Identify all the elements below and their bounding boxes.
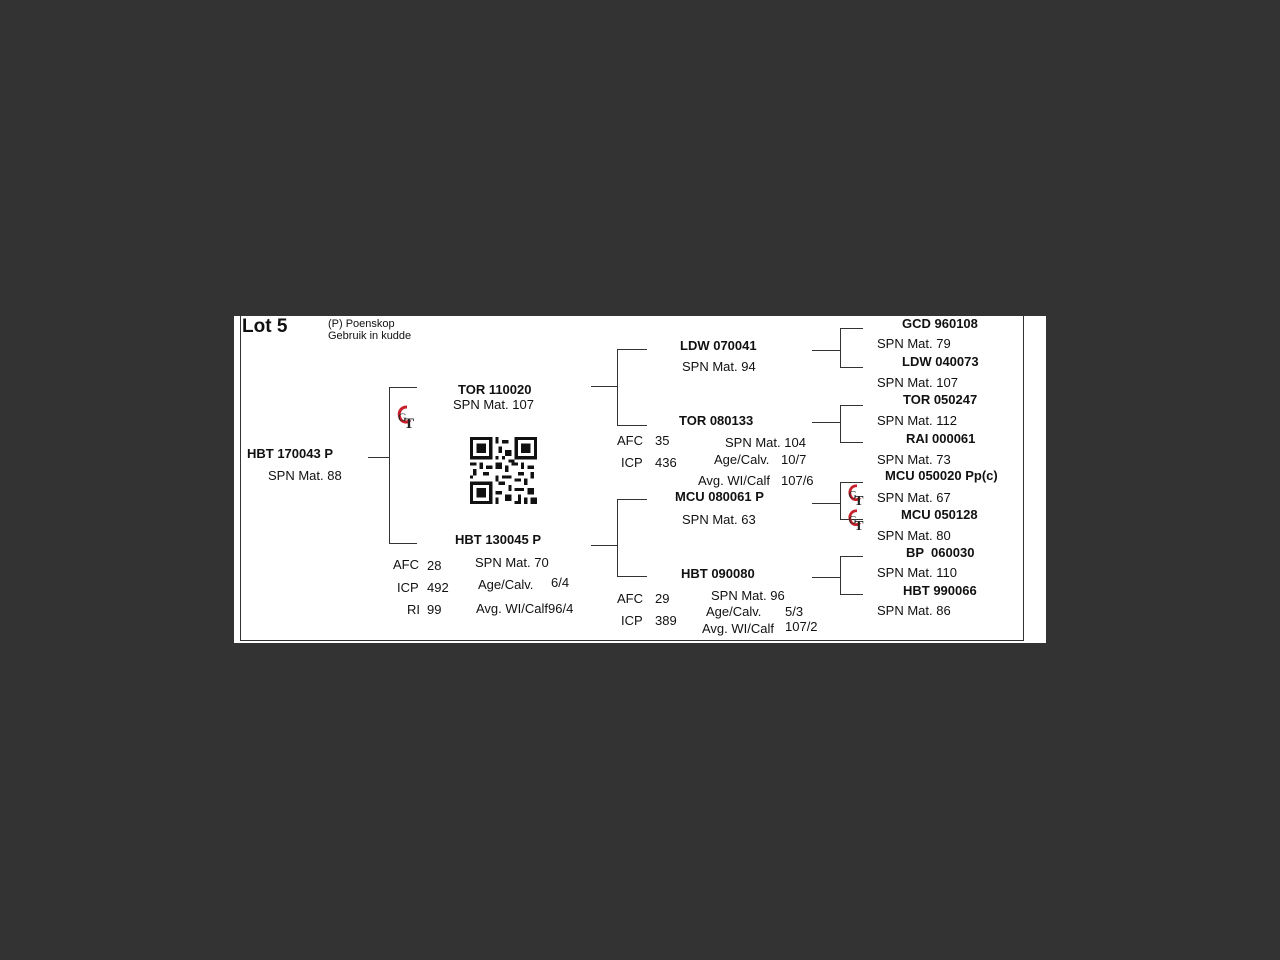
ds-spn: SPN Mat. 63 bbox=[682, 512, 756, 527]
dd-age-label: Age/Calv. bbox=[706, 604, 762, 619]
gg-6-id: MCU 050128 bbox=[901, 507, 978, 522]
connector bbox=[812, 503, 841, 504]
dam-age-value: 6/4 bbox=[551, 575, 570, 590]
connector bbox=[389, 387, 390, 544]
connector bbox=[591, 545, 618, 546]
connector bbox=[840, 405, 863, 406]
dd-id: HBT 090080 bbox=[681, 566, 755, 581]
gg-4-id: RAI 000061 bbox=[906, 431, 976, 446]
legend-gebruik: Gebruik in kudde bbox=[328, 330, 412, 342]
connector bbox=[840, 405, 841, 443]
connector bbox=[840, 482, 841, 520]
dam-afc-value: 28 bbox=[427, 558, 442, 573]
dam-afc-label: AFC bbox=[393, 557, 419, 572]
sd-afc-label: AFC bbox=[617, 433, 643, 448]
connector bbox=[812, 350, 841, 351]
gg-4-spn: SPN Mat. 73 bbox=[877, 452, 951, 467]
connector bbox=[840, 442, 863, 443]
qr-code-icon bbox=[470, 437, 537, 504]
sd-icp-label: ICP bbox=[621, 455, 643, 470]
dd-spn: SPN Mat. 96 bbox=[711, 588, 785, 603]
dd-icp-label: ICP bbox=[621, 613, 643, 628]
dam-wi: Avg. WI/Calf96/4 bbox=[476, 601, 574, 616]
connector bbox=[840, 367, 863, 368]
sd-age-value: 10/7 bbox=[781, 452, 807, 467]
dam-age-label: Age/Calv. bbox=[478, 577, 534, 592]
gg-8-id: HBT 990066 bbox=[903, 583, 977, 598]
connector bbox=[840, 328, 841, 368]
ss-spn: SPN Mat. 94 bbox=[682, 359, 756, 374]
ss-id: LDW 070041 bbox=[680, 338, 757, 353]
connector bbox=[389, 387, 417, 388]
connector bbox=[840, 556, 863, 557]
dam-spn: SPN Mat. 70 bbox=[475, 555, 549, 570]
gg-6-spn: SPN Mat. 80 bbox=[877, 528, 951, 543]
animal-id: HBT 170043 P bbox=[247, 446, 333, 461]
connector bbox=[591, 386, 618, 387]
connector bbox=[617, 499, 618, 577]
dam-ri-value: 99 bbox=[427, 602, 442, 617]
gg-1-id: GCD 960108 bbox=[902, 316, 978, 331]
connector bbox=[617, 425, 647, 426]
dd-icp-value: 389 bbox=[655, 613, 677, 628]
dam-icp-value: 492 bbox=[427, 580, 449, 595]
connector bbox=[617, 576, 647, 577]
dd-wi-value: 107/2 bbox=[785, 619, 818, 634]
sd-afc-value: 35 bbox=[655, 433, 670, 448]
sd-wi-value: 107/6 bbox=[781, 473, 814, 488]
gg-2-id: LDW 040073 bbox=[902, 354, 979, 369]
svg-text:T: T bbox=[404, 416, 415, 430]
gg-8-spn: SPN Mat. 86 bbox=[877, 603, 951, 618]
connector bbox=[617, 499, 647, 500]
sd-wi-label: Avg. WI/Calf bbox=[698, 473, 771, 488]
gt-logo-icon bbox=[845, 508, 869, 532]
gg-1-spn: SPN Mat. 79 bbox=[877, 336, 951, 351]
pedigree-sheet bbox=[234, 316, 1046, 643]
dd-wi-label: Avg. WI/Calf bbox=[702, 621, 775, 636]
gg-3-id: TOR 050247 bbox=[903, 392, 978, 407]
svg-text:T: T bbox=[854, 518, 864, 532]
gg-7-spn: SPN Mat. 110 bbox=[877, 565, 957, 580]
gg-5-spn: SPN Mat. 67 bbox=[877, 490, 951, 505]
gt-logo-icon bbox=[845, 483, 869, 507]
connector bbox=[840, 594, 863, 595]
sd-age-label: Age/Calv. bbox=[714, 452, 770, 467]
connector bbox=[617, 349, 618, 426]
sd-icp-value: 436 bbox=[655, 455, 677, 470]
dam-icp-label: ICP bbox=[397, 580, 419, 595]
sire-id: TOR 110020 bbox=[458, 382, 532, 397]
legend-poenskop: (P) Poenskop bbox=[328, 318, 395, 330]
connector bbox=[812, 422, 841, 423]
sire-spn: SPN Mat. 107 bbox=[453, 397, 534, 412]
gg-7-id: BP 060030 bbox=[906, 545, 975, 560]
connector bbox=[840, 556, 841, 595]
dam-ri-label: RI bbox=[407, 602, 420, 617]
dam-id: HBT 130045 P bbox=[455, 532, 541, 547]
sd-spn: SPN Mat. 104 bbox=[725, 435, 806, 450]
gt-logo-icon bbox=[395, 404, 419, 430]
dd-afc-value: 29 bbox=[655, 591, 670, 606]
connector bbox=[812, 577, 841, 578]
dd-age-value: 5/3 bbox=[785, 604, 804, 619]
connector bbox=[368, 457, 390, 458]
connector bbox=[617, 349, 647, 350]
gg-3-spn: SPN Mat. 112 bbox=[877, 413, 957, 428]
animal-spn: SPN Mat. 88 bbox=[268, 468, 342, 483]
dd-afc-label: AFC bbox=[617, 591, 643, 606]
connector bbox=[840, 328, 863, 329]
svg-text:G: G bbox=[848, 514, 857, 527]
svg-text:G: G bbox=[848, 489, 857, 502]
lot-title: Lot 5 bbox=[242, 316, 288, 337]
svg-text:T: T bbox=[854, 493, 864, 507]
svg-text:G: G bbox=[398, 410, 407, 424]
connector bbox=[389, 543, 417, 544]
sd-id: TOR 080133 bbox=[679, 413, 754, 428]
ds-id: MCU 080061 P bbox=[675, 489, 764, 504]
gg-2-spn: SPN Mat. 107 bbox=[877, 375, 958, 390]
gg-5-id: MCU 050020 Pp(c) bbox=[885, 468, 998, 483]
